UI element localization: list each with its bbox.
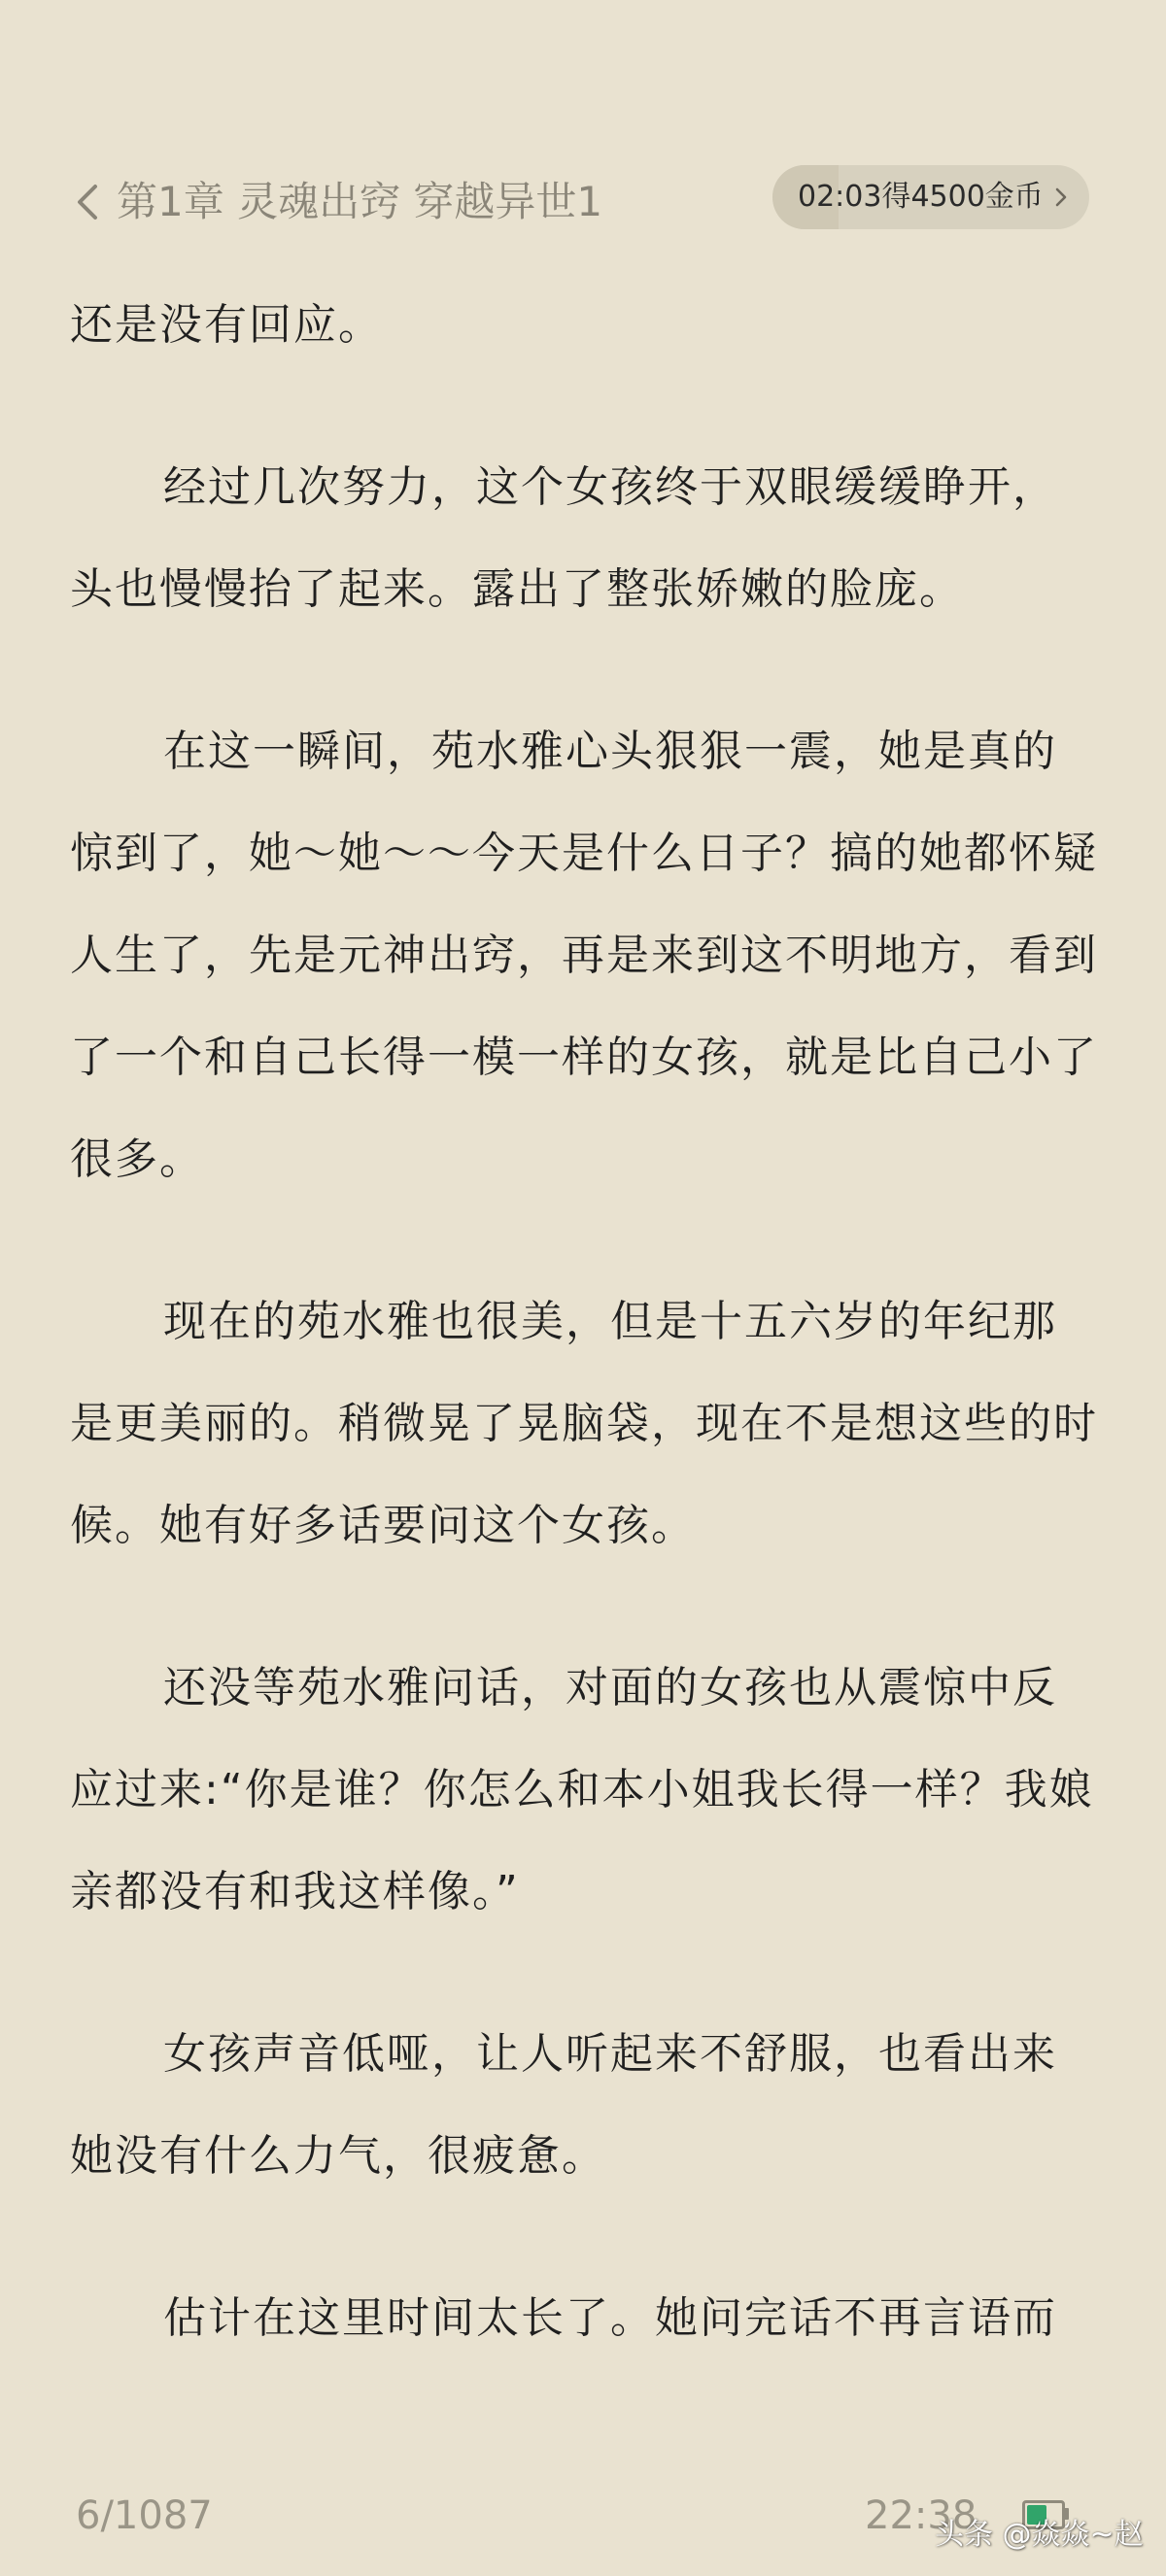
- chapter-title: 第1章 灵魂出窍 穿越异世1: [117, 178, 603, 225]
- reader-header: [0, 163, 1166, 241]
- paragraph: 在这一瞬间，苑水雅心头狠狠一震，她是真的惊到了，她～她～～今天是什么日子？搞的她都怀疑人生了，先是元神出窍，再是来到这不明地方，看到了一个和自己长得一模一样的女孩，就是比自己小了很多。: [70, 727, 1098, 1184]
- paragraph: 现在的苑水雅也很美，但是十五六岁的年纪那是更美丽的。稍微晃了晃脑袋，现在不是想这些的时候。她有好多话要问这个女孩。: [70, 1297, 1098, 1550]
- page-indicator: 6/1087: [76, 2493, 213, 2538]
- chevron-left-icon: [74, 183, 101, 221]
- reward-label: 02:03得4500金币: [798, 180, 1044, 214]
- chapter-content: [70, 274, 1100, 2369]
- watermark: 头条 @焱焱~赵: [935, 2518, 1144, 2552]
- back-button[interactable]: [64, 179, 111, 225]
- paragraph: 估计在这里时间太长了。她问完话不再言语而: [163, 2293, 1057, 2343]
- reading-reward-button[interactable]: [772, 165, 1089, 229]
- chevron-right-icon: [1048, 185, 1074, 210]
- paragraph: 女孩声音低哑，让人听起来不舒服，也看出来她没有什么力气，很疲惫。: [70, 2029, 1057, 2181]
- clock-time: 22:38: [865, 2493, 977, 2538]
- paragraph: 还没等苑水雅问话，对面的女孩也从震惊中反应过来:“你是谁？你怎么和本小姐我长得一样？我娘亲都没有和我这样像。”: [70, 1663, 1094, 1916]
- paragraph: 经过几次努力，这个女孩终于双眼缓缓睁开，头也慢慢抬了起来。露出了整张娇嫩的脸庞。: [70, 462, 1057, 614]
- paragraph: 还是没有回应。: [70, 300, 383, 350]
